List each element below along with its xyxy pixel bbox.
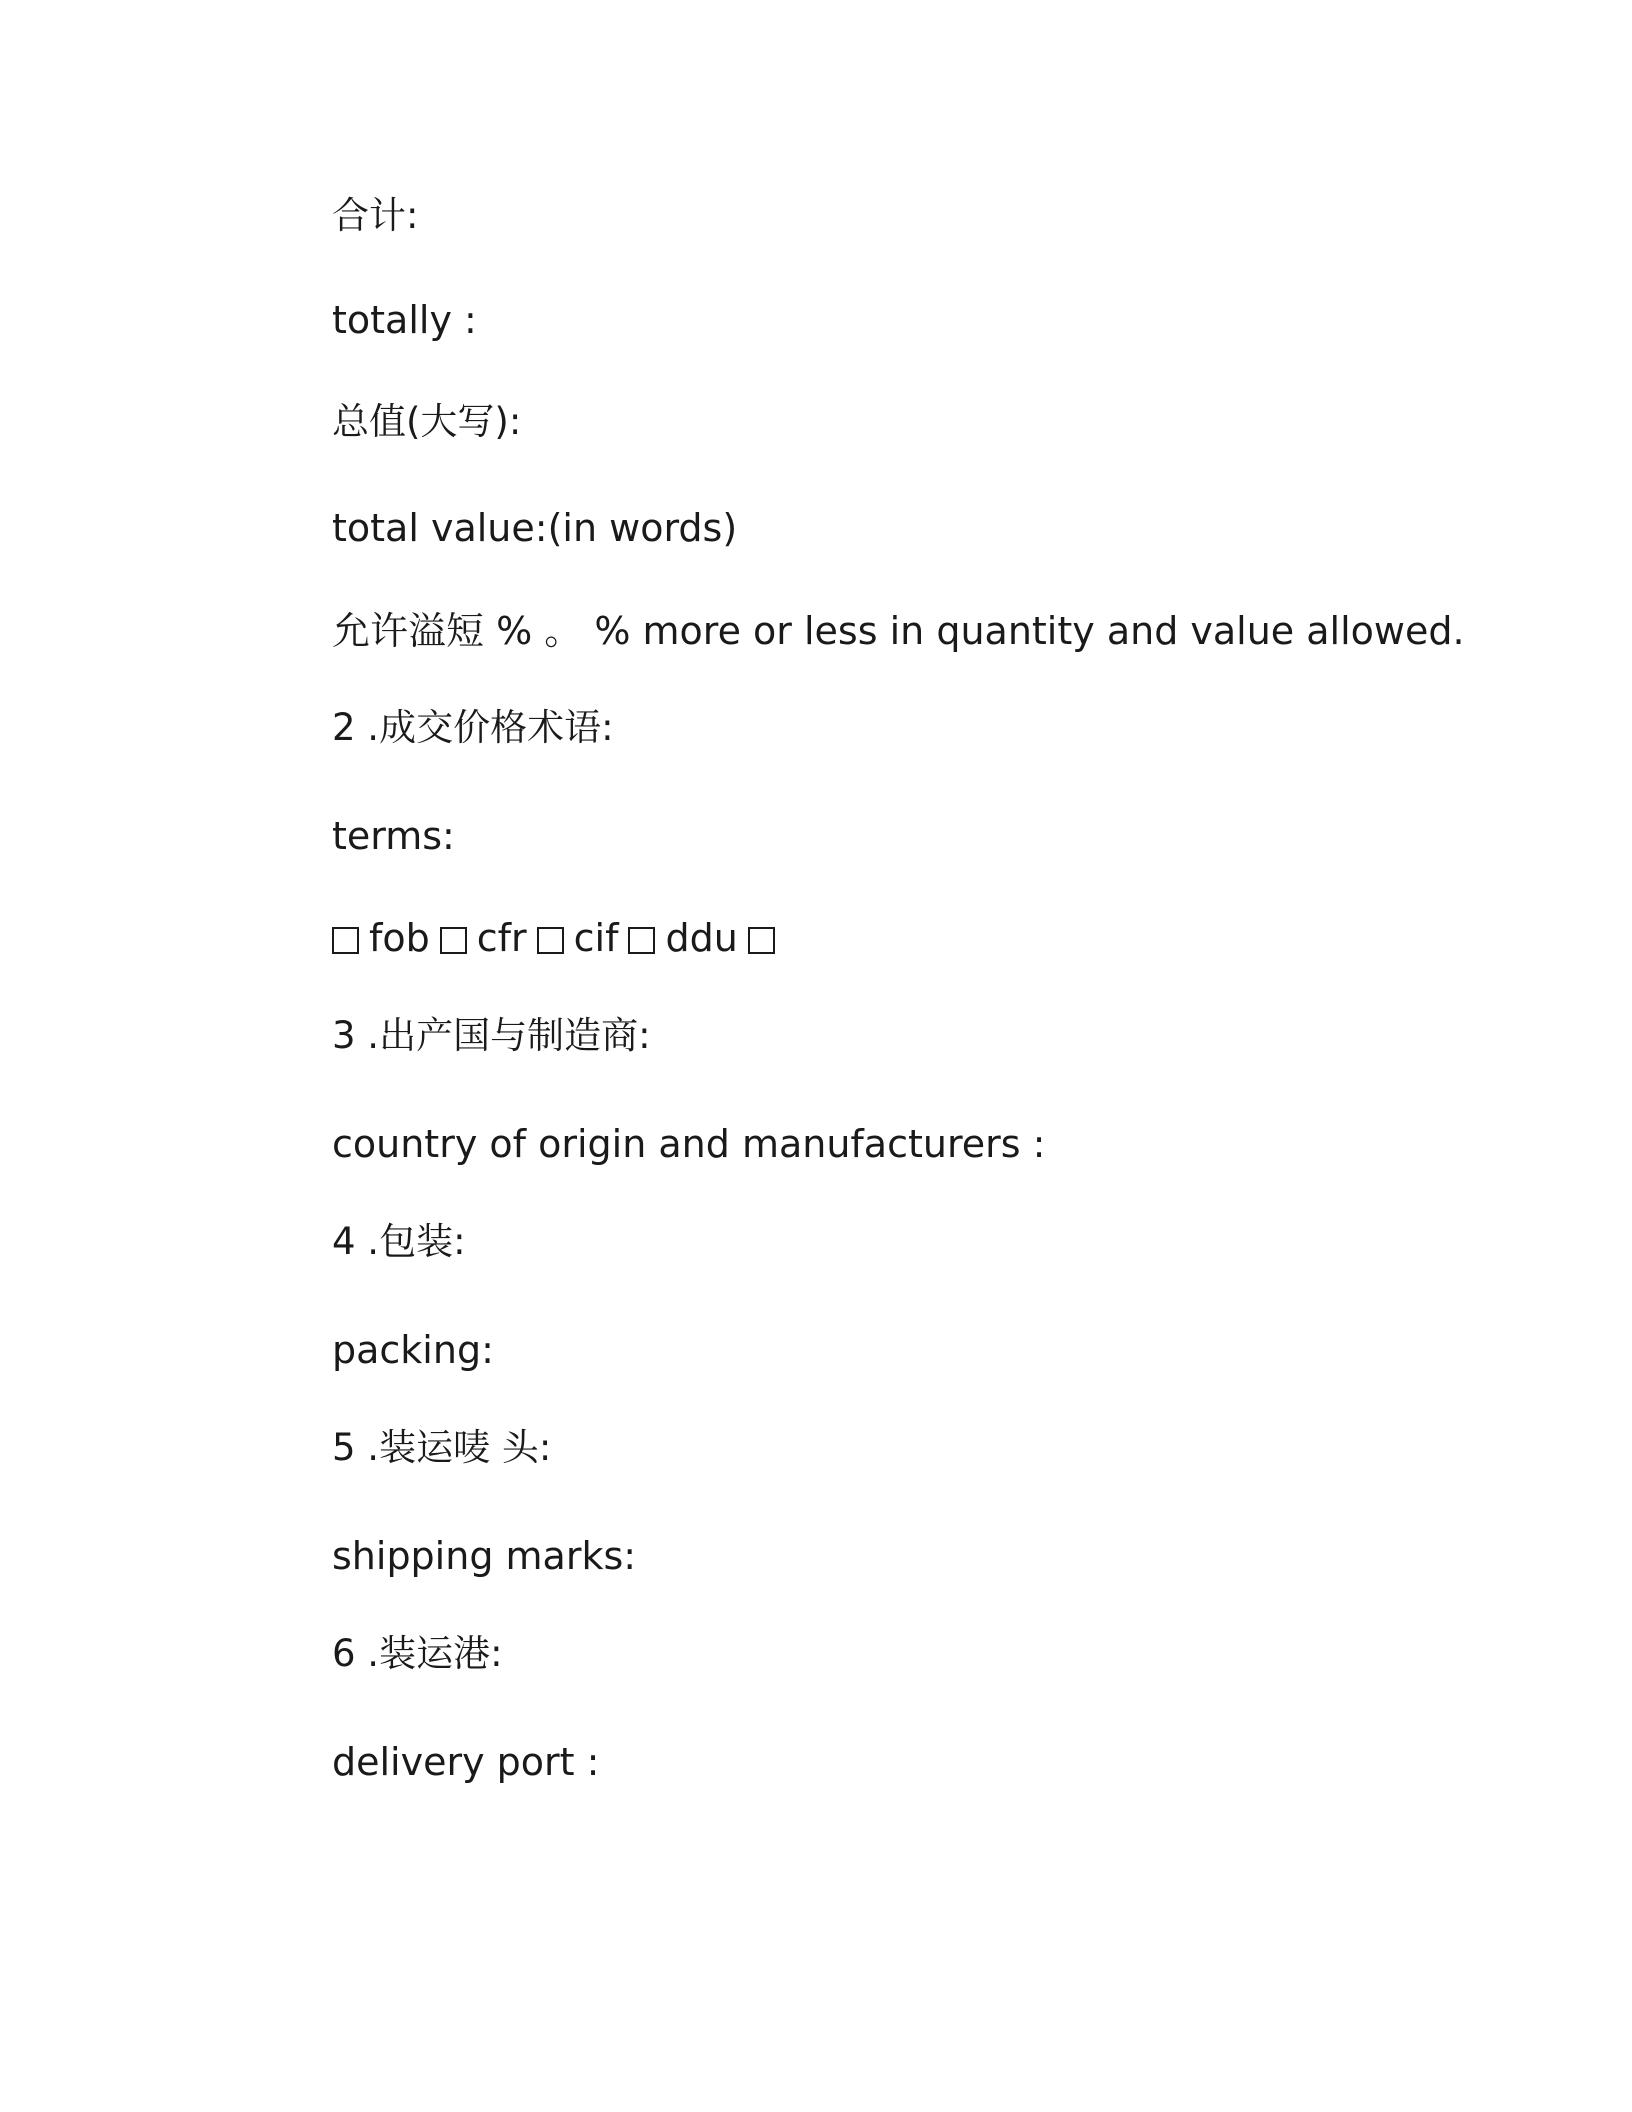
- checkbox-other[interactable]: [748, 927, 775, 954]
- checkbox-cif[interactable]: [537, 927, 564, 954]
- total-value-en-label: total value:(in words): [332, 506, 738, 550]
- packing-cn-heading: 4 .包装:: [332, 1220, 466, 1263]
- checkbox-cfr[interactable]: [440, 927, 467, 954]
- marks-cn-heading: 5 .装运唛 头:: [332, 1426, 552, 1469]
- terms-cn-heading: 2 .成交价格术语:: [332, 706, 614, 749]
- tolerance-clause: 允许溢短 % 。 % more or less in quantity and value allowed.: [332, 609, 1465, 653]
- terms-en-label: terms:: [332, 814, 455, 858]
- checkbox-ddu[interactable]: [628, 927, 655, 954]
- origin-cn-heading: 3 .出产国与制造商:: [332, 1014, 651, 1057]
- total-value-cn-label: 总值(大写):: [332, 400, 522, 443]
- packing-en-label: packing:: [332, 1328, 494, 1372]
- marks-en-label: shipping marks:: [332, 1534, 637, 1578]
- terms-checkbox-row: [332, 914, 775, 962]
- option-label-fob: fob: [369, 916, 430, 960]
- option-label-cfr: cfr: [476, 916, 527, 960]
- total-en-label: totally :: [332, 298, 477, 342]
- total-cn-label: 合计:: [332, 194, 419, 237]
- checkbox-fob[interactable]: [332, 927, 359, 954]
- option-label-ddu: ddu: [665, 916, 738, 960]
- port-cn-heading: 6 .装运港:: [332, 1632, 503, 1675]
- origin-en-label: country of origin and manufacturers :: [332, 1122, 1046, 1166]
- port-en-label: delivery port :: [332, 1740, 600, 1784]
- option-label-cif: cif: [573, 916, 619, 960]
